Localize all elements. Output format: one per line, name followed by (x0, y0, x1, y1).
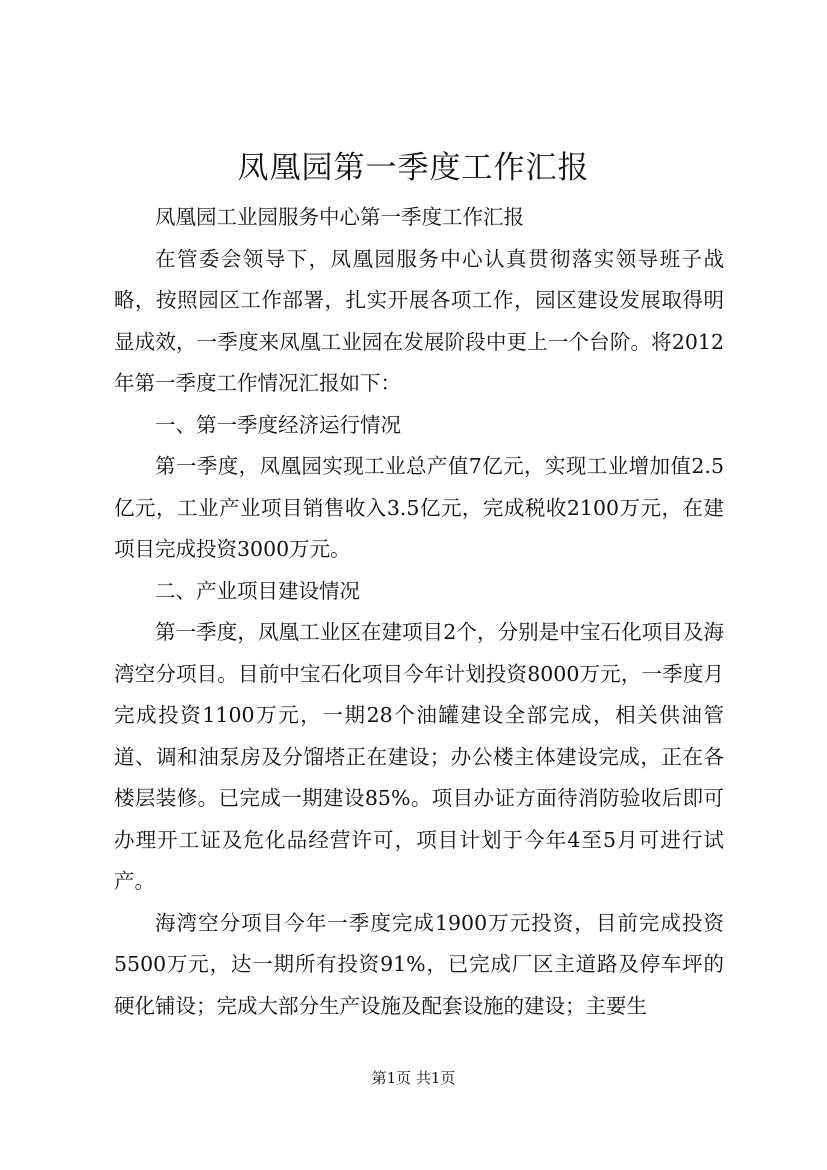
section-heading-economy: 一、第一季度经济运行情况 (155, 412, 401, 437)
economy-paragraph: 第一季度，凤凰园实现工业总产值7亿元，实现工业增加值2.5亿元，工业产业项目销售收入3.5亿元，完成税收2100万元，在建项目完成投资3000万元。 (114, 454, 724, 561)
page-number-footer: 第1页 共1页 (371, 1069, 456, 1087)
subtitle-paragraph: 凤凰园工业园服务中心第一季度工作汇报 (155, 205, 524, 229)
document-body (114, 197, 724, 1027)
intro-paragraph: 在管委会领导下，凤凰园服务中心认真贯彻落实领导班子战略，按照园区工作部署，扎实开展各项工作，园区建设发展取得明显成效，一季度来凤凰工业园在发展阶段中更上一个台阶。将2012年第一季度工作情况汇报如下： (114, 246, 724, 395)
haiwan-project-paragraph: 海湾空分项目今年一季度完成1900万元投资，目前完成投资5500万元，达一期所有投资91%，已完成厂区主道路及停车坪的硬化铺设；完成大部分生产设施及配套设施的建设；主要生 (114, 910, 724, 1018)
section-heading-projects: 二、产业项目建设情况 (155, 578, 360, 603)
zhongbao-project-paragraph: 第一季度，凤凰工业区在建项目2个，分别是中宝石化项目及海湾空分项目。目前中宝石化项目今年计划投资8000万元，一季度月完成投资1100万元，一期28个油罐建设全部完成，相关供油管道、调和油泵房及分馏塔正在建设；办公楼主体建设完成，正在各楼层装修。已完成一期建设85%。项目办证方面待消防验收后即可办理开工证及危化品经营许可，项目计划于今年4至5月可进行试产。 (114, 620, 724, 893)
document-title: 凤凰园第一季度工作汇报 (237, 150, 590, 186)
